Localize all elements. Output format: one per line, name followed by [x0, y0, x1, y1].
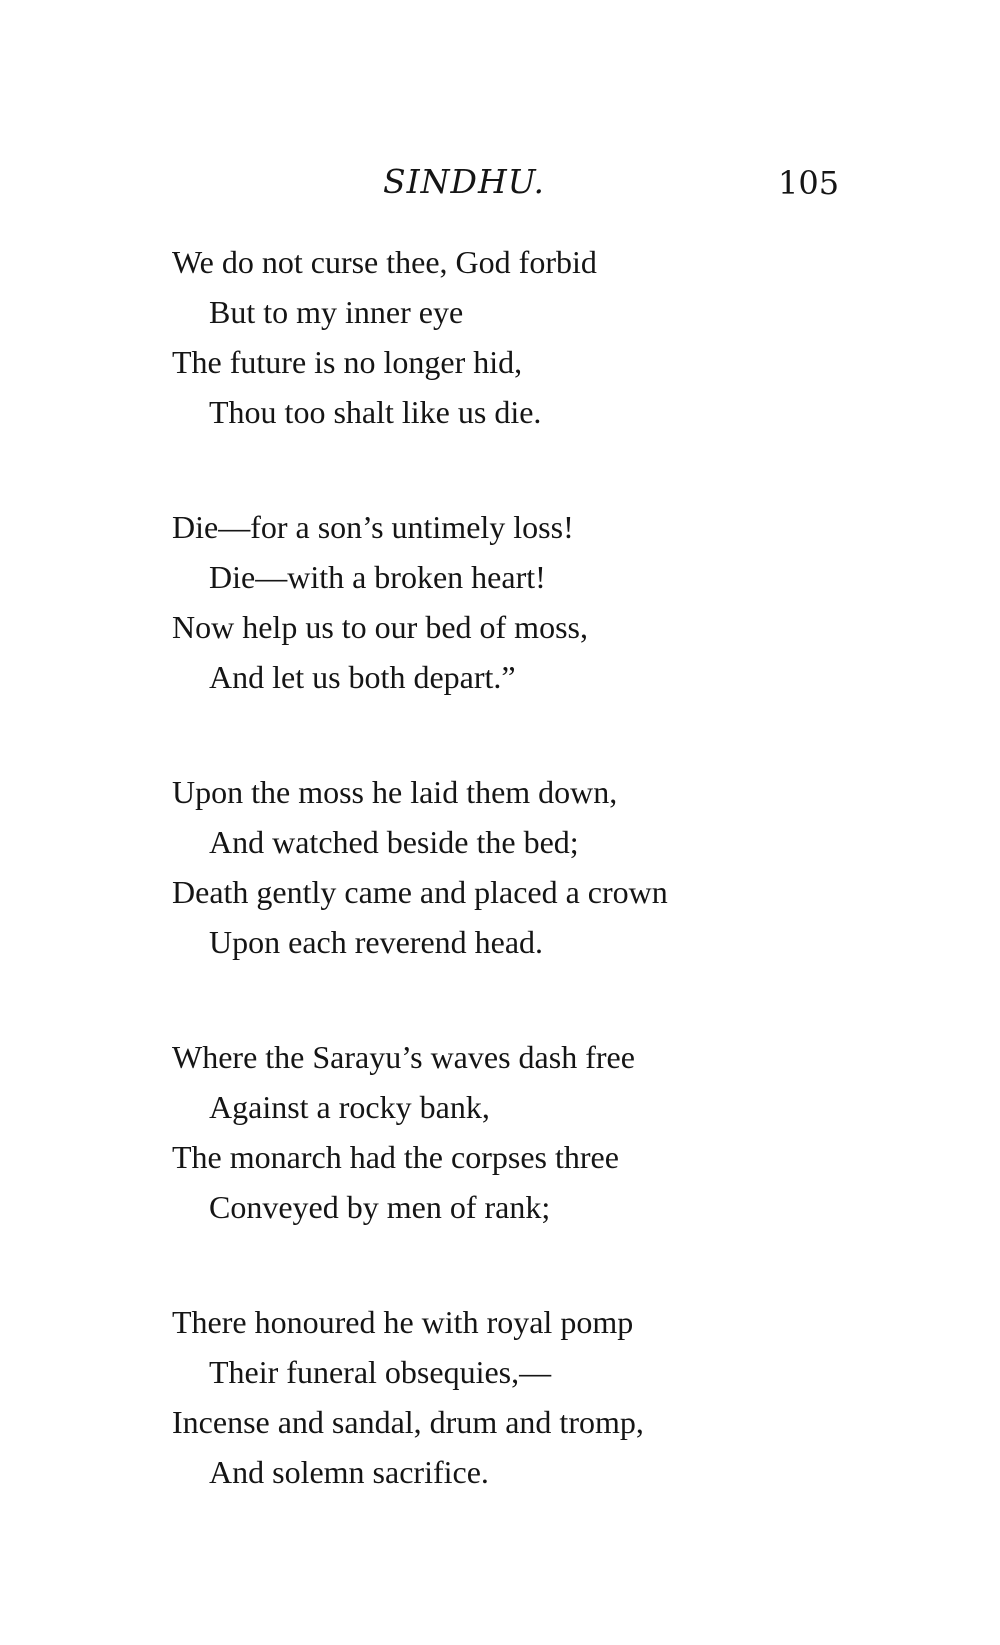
poem-line: The monarch had the corpses three: [172, 1139, 619, 1175]
stanza-3: [172, 767, 912, 967]
poem-line: And watched beside the bed;: [209, 824, 579, 860]
poem-line: Thou too shalt like us die.: [209, 394, 542, 430]
poem-line: Upon the moss he laid them down,: [172, 774, 618, 810]
poem-line: We do not curse thee, God forbid: [172, 244, 597, 280]
poem-line: Die—for a son’s untimely loss!: [172, 509, 574, 545]
page-number: 105: [778, 164, 840, 202]
poem-line: Their funeral obsequies,—: [209, 1354, 552, 1390]
poem-line: Now help us to our bed of moss,: [172, 609, 588, 645]
stanza-5: [172, 1297, 912, 1497]
running-head: [0, 162, 1000, 202]
poem-line: But to my inner eye: [209, 294, 464, 330]
poem-line: Upon each reverend head.: [209, 924, 544, 960]
poem-line: And let us both depart.”: [209, 659, 516, 695]
stanza-2: [172, 502, 912, 702]
poem-line: Against a rocky bank,: [209, 1089, 490, 1125]
poem-line: Die—with a broken heart!: [209, 559, 546, 595]
poem-body: [172, 237, 912, 1562]
stanza-4: [172, 1032, 912, 1232]
poem-line: And solemn sacrifice.: [209, 1454, 489, 1490]
poem-line: Conveyed by men of rank;: [209, 1189, 551, 1225]
poem-line: There honoured he with royal pomp: [172, 1304, 634, 1340]
poem-line: Where the Sarayu’s waves dash free: [172, 1039, 635, 1075]
running-title: SINDHU.: [383, 162, 546, 201]
poem-line: Death gently came and placed a crown: [172, 874, 668, 910]
poem-line: The future is no longer hid,: [172, 344, 523, 380]
stanza-1: [172, 237, 912, 437]
poem-line: Incense and sandal, drum and tromp,: [172, 1404, 644, 1440]
